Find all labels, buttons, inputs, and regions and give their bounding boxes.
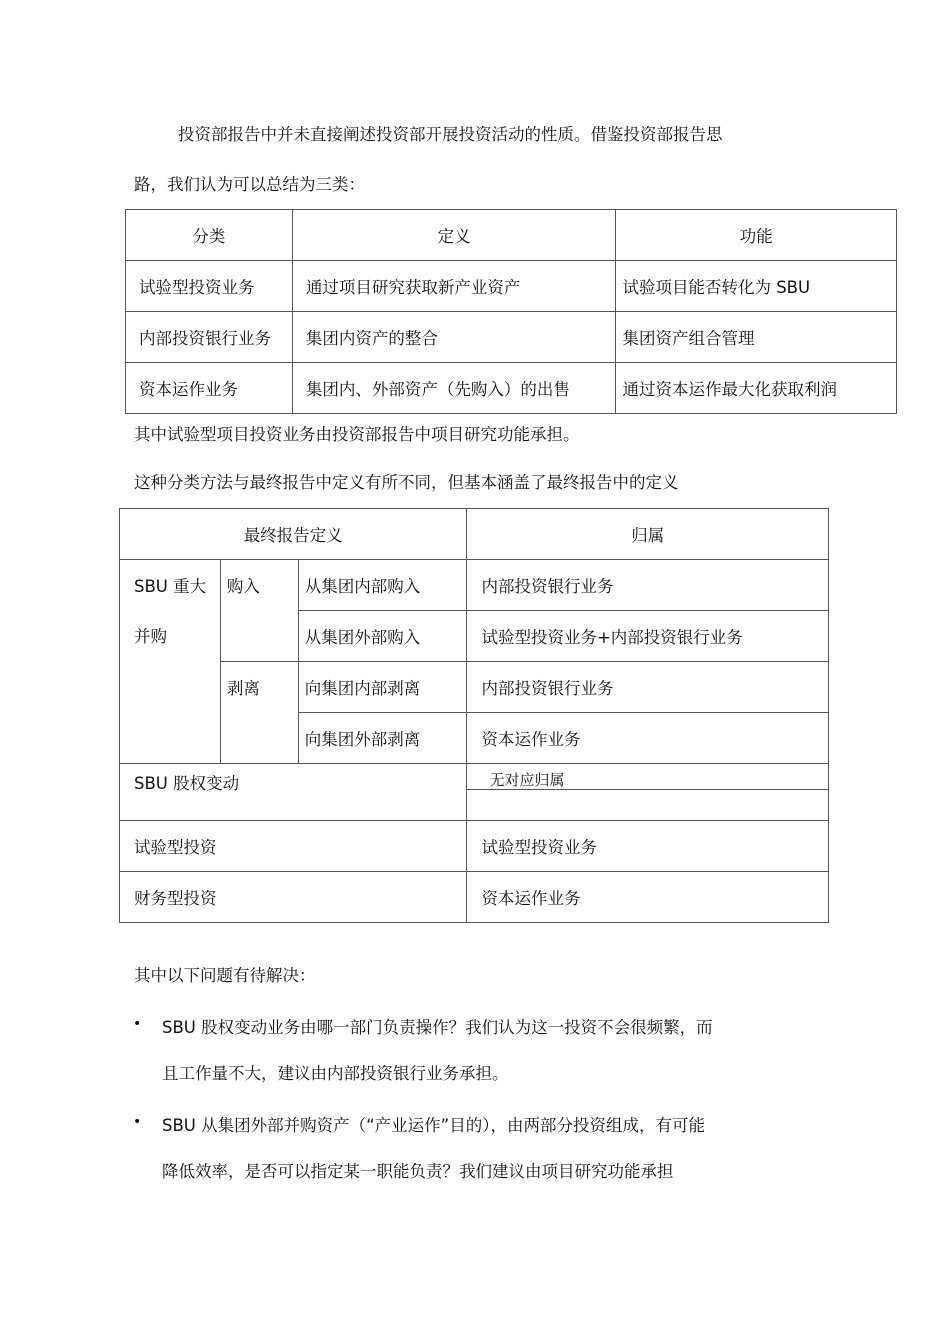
header-belonging: 归属	[467, 509, 829, 560]
note-1: 其中试验型项目投资业务由投资部报告中项目研究功能承担。	[134, 425, 580, 444]
table-row	[126, 363, 897, 414]
table-cell: 通过资本运作最大化获取利润	[616, 363, 897, 414]
table-cell: 通过项目研究获取新产业资产	[292, 261, 616, 312]
divest-cell: 剥离	[220, 662, 298, 764]
table-cell: 集团资产组合管理	[616, 312, 897, 363]
table-cell: 试验型投资	[120, 821, 467, 872]
table-cell: 内部投资银行业务	[467, 560, 829, 611]
table-cell: 集团内、外部资产（先购入）的出售	[292, 363, 616, 414]
table-cell: 资本运作业务	[467, 713, 829, 764]
table-cell: 资本运作业务	[126, 363, 293, 414]
table-row	[126, 261, 897, 312]
table-cell: 向集团外部剥离	[298, 713, 467, 764]
table-cell: 试验型投资业务	[126, 261, 293, 312]
table-row	[120, 560, 829, 611]
table-cell: 集团内资产的整合	[292, 312, 616, 363]
sbu-major-ma-cell	[120, 560, 221, 764]
issue-1-line-1: SBU 股权变动业务由哪一部门负责操作？我们认为这一投资不会很频繁，而	[162, 1018, 713, 1037]
equity-change-cell: SBU 股权变动	[120, 764, 467, 821]
classification-table	[125, 209, 897, 414]
bullet-icon: •	[133, 1016, 142, 1032]
header-function: 功能	[616, 210, 897, 261]
table-cell: 向集团内部剥离	[298, 662, 467, 713]
cell-divider	[467, 789, 828, 790]
intro-line-1: 投资部报告中并未直接阐述投资部开展投资活动的性质。借鉴投资部报告思	[178, 125, 723, 144]
sbu-major-ma-label: SBU 重大	[134, 577, 207, 596]
issue-2-line-2: 降低效率，是否可以指定某一职能负责？我们建议由项目研究功能承担	[162, 1162, 674, 1181]
bullet-icon: •	[133, 1114, 142, 1130]
header-final-definition: 最终报告定义	[120, 509, 467, 560]
table-row	[120, 662, 829, 713]
table-row	[126, 312, 897, 363]
definition-mapping-table	[119, 508, 829, 923]
header-definition: 定义	[292, 210, 616, 261]
equity-belong-text: 无对应归属	[489, 771, 565, 789]
table-row	[120, 764, 829, 821]
note-2: 这种分类方法与最终报告中定义有所不同，但基本涵盖了最终报告中的定义	[134, 473, 679, 492]
issue-1-line-2: 且工作量不大，建议由内部投资银行业务承担。	[162, 1064, 509, 1083]
table-cell: 试验型投资业务	[467, 821, 829, 872]
table-cell: 试验型投资业务+内部投资银行业务	[467, 611, 829, 662]
table-header-row	[120, 509, 829, 560]
table-cell: 从集团内部购入	[298, 560, 467, 611]
table-cell: 从集团外部购入	[298, 611, 467, 662]
table-cell: 财务型投资	[120, 872, 467, 923]
issues-title: 其中以下问题有待解决：	[134, 966, 316, 985]
table-cell: 内部投资银行业务	[467, 662, 829, 713]
table-cell: 试验项目能否转化为 SBU	[616, 261, 897, 312]
table-header-row	[126, 210, 897, 261]
issue-2-line-1: SBU 从集团外部并购资产（“产业运作”目的），由两部分投资组成，有可能	[162, 1116, 705, 1135]
equity-belong-cell	[467, 764, 829, 821]
intro-line-2: 路，我们认为可以总结为三类：	[134, 175, 365, 194]
table-cell: 内部投资银行业务	[126, 312, 293, 363]
header-category: 分类	[126, 210, 293, 261]
buy-cell: 购入	[220, 560, 298, 662]
table-cell: 资本运作业务	[467, 872, 829, 923]
table-row	[120, 872, 829, 923]
sbu-major-ma-label-2: 并购	[134, 627, 167, 646]
table-row	[120, 821, 829, 872]
